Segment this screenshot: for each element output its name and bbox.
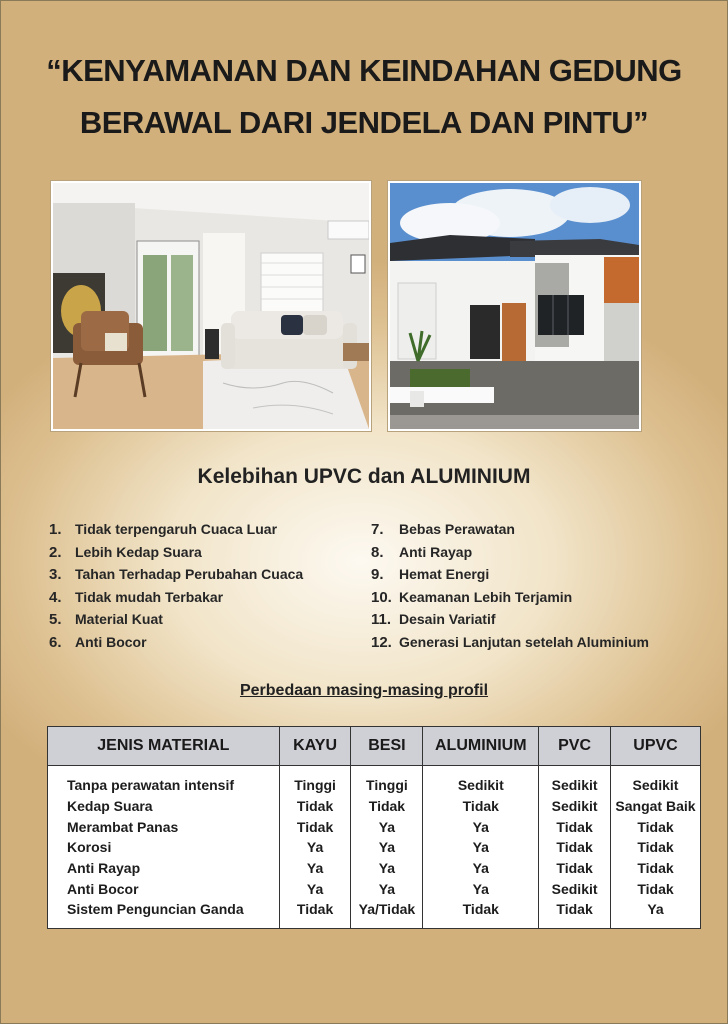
item-number: 11. <box>371 611 392 628</box>
item-number: 7. <box>371 521 384 538</box>
table-row <box>48 837 701 858</box>
table-cell: Ya <box>423 816 539 837</box>
table-cell: Anti Bocor <box>48 878 280 899</box>
item-text: Tahan Terhadap Perubahan Cuaca <box>75 566 304 582</box>
list-item <box>49 541 303 564</box>
headline <box>1 45 727 149</box>
table-cell: Ya <box>610 899 700 928</box>
comparison-title: Perbedaan masing-masing profil <box>239 682 489 699</box>
table-cell: Tinggi <box>279 766 351 796</box>
header-aluminium: ALUMINIUM <box>423 727 539 766</box>
table-cell: Tidak <box>539 858 611 879</box>
headline-line-2: BERAWAL DARI JENDELA DAN PINTU” <box>79 105 649 140</box>
table-header-row <box>48 727 701 766</box>
table-cell: Tidak <box>423 796 539 817</box>
comparison-table <box>47 726 701 929</box>
item-text: Hemat Energi <box>399 566 490 582</box>
table-cell: Tidak <box>610 858 700 879</box>
list-item <box>371 608 649 631</box>
header-besi: BESI <box>351 727 423 766</box>
list-item <box>49 518 303 541</box>
advantages-list-right <box>371 518 649 653</box>
table-cell: Tanpa perawatan intensif <box>48 766 280 796</box>
item-text: Anti Rayap <box>399 543 473 560</box>
item-number: 1. <box>49 521 62 538</box>
table-cell: Ya <box>351 816 423 837</box>
item-text: Anti Bocor <box>75 633 147 650</box>
table-cell: Tidak <box>610 816 700 837</box>
table-cell: Ya/Tidak <box>351 899 423 928</box>
item-text: Generasi Lanjutan setelah Aluminium <box>399 633 649 650</box>
table-row <box>48 766 701 796</box>
item-number: 5. <box>49 611 62 628</box>
table-cell: Ya <box>279 858 351 879</box>
table-cell: Anti Rayap <box>48 858 280 879</box>
list-item <box>49 586 303 609</box>
item-text: Tidak mudah Terbakar <box>75 588 224 605</box>
headline-line-1: “KENYAMANAN DAN KEINDAHAN GEDUNG <box>46 53 682 88</box>
table-cell: Tidak <box>279 816 351 837</box>
list-item <box>49 563 303 586</box>
table-row <box>48 816 701 837</box>
table-cell: Sedikit <box>423 766 539 796</box>
list-item <box>371 541 649 564</box>
table-cell: Korosi <box>48 837 280 858</box>
list-item <box>371 631 649 654</box>
table-cell: Tidak <box>279 796 351 817</box>
table-cell: Ya <box>279 878 351 899</box>
table-cell: Ya <box>279 837 351 858</box>
table-cell: Tinggi <box>351 766 423 796</box>
table-cell: Tidak <box>539 816 611 837</box>
table-row <box>48 796 701 817</box>
living-room-photo <box>51 181 371 431</box>
table-cell: Tidak <box>610 837 700 858</box>
header-pvc: PVC <box>539 727 611 766</box>
table-cell: Tidak <box>351 796 423 817</box>
table-cell: Tidak <box>610 878 700 899</box>
table-cell: Sistem Penguncian Ganda <box>48 899 280 928</box>
table-cell: Tidak <box>539 899 611 928</box>
item-number: 4. <box>49 588 62 606</box>
table-cell: Ya <box>351 858 423 879</box>
item-text: Bebas Perawatan <box>399 521 515 537</box>
list-item <box>49 631 303 654</box>
item-number: 12. <box>371 633 392 651</box>
table-cell: Sedikit <box>610 766 700 796</box>
table-row <box>48 858 701 879</box>
list-item <box>371 563 649 586</box>
table-cell: Merambat Panas <box>48 816 280 837</box>
table-cell: Sangat Baik <box>610 796 700 817</box>
table-cell: Ya <box>423 858 539 879</box>
table-cell: Ya <box>351 878 423 899</box>
table-cell: Sedikit <box>539 878 611 899</box>
item-number: 6. <box>49 633 62 651</box>
table-cell: Tidak <box>279 899 351 928</box>
table-cell: Tidak <box>423 899 539 928</box>
table-cell: Sedikit <box>539 796 611 817</box>
table-cell: Ya <box>423 878 539 899</box>
header-jenis-material: JENIS MATERIAL <box>48 727 280 766</box>
table-cell: Kedap Suara <box>48 796 280 817</box>
item-number: 10. <box>371 588 392 606</box>
advantages-list-left <box>49 518 303 653</box>
item-text: Lebih Kedap Suara <box>75 543 202 560</box>
table-cell: Ya <box>351 837 423 858</box>
list-item <box>371 586 649 609</box>
house-exterior-photo <box>388 181 641 431</box>
table-cell: Ya <box>423 837 539 858</box>
list-item <box>49 608 303 631</box>
item-number: 9. <box>371 566 384 583</box>
table-cell: Tidak <box>539 837 611 858</box>
item-text: Tidak terpengaruh Cuaca Luar <box>75 521 278 537</box>
item-number: 3. <box>49 566 62 583</box>
item-text: Material Kuat <box>75 611 163 627</box>
item-text: Keamanan Lebih Terjamin <box>399 588 573 605</box>
item-text: Desain Variatif <box>399 611 496 627</box>
list-item <box>371 518 649 541</box>
table-row <box>48 899 701 928</box>
table-cell: Sedikit <box>539 766 611 796</box>
header-upvc: UPVC <box>610 727 700 766</box>
item-number: 2. <box>49 543 62 561</box>
advantages-title: Kelebihan UPVC dan ALUMINIUM <box>197 465 531 488</box>
item-number: 8. <box>371 543 384 561</box>
table-row <box>48 878 701 899</box>
header-kayu: KAYU <box>279 727 351 766</box>
